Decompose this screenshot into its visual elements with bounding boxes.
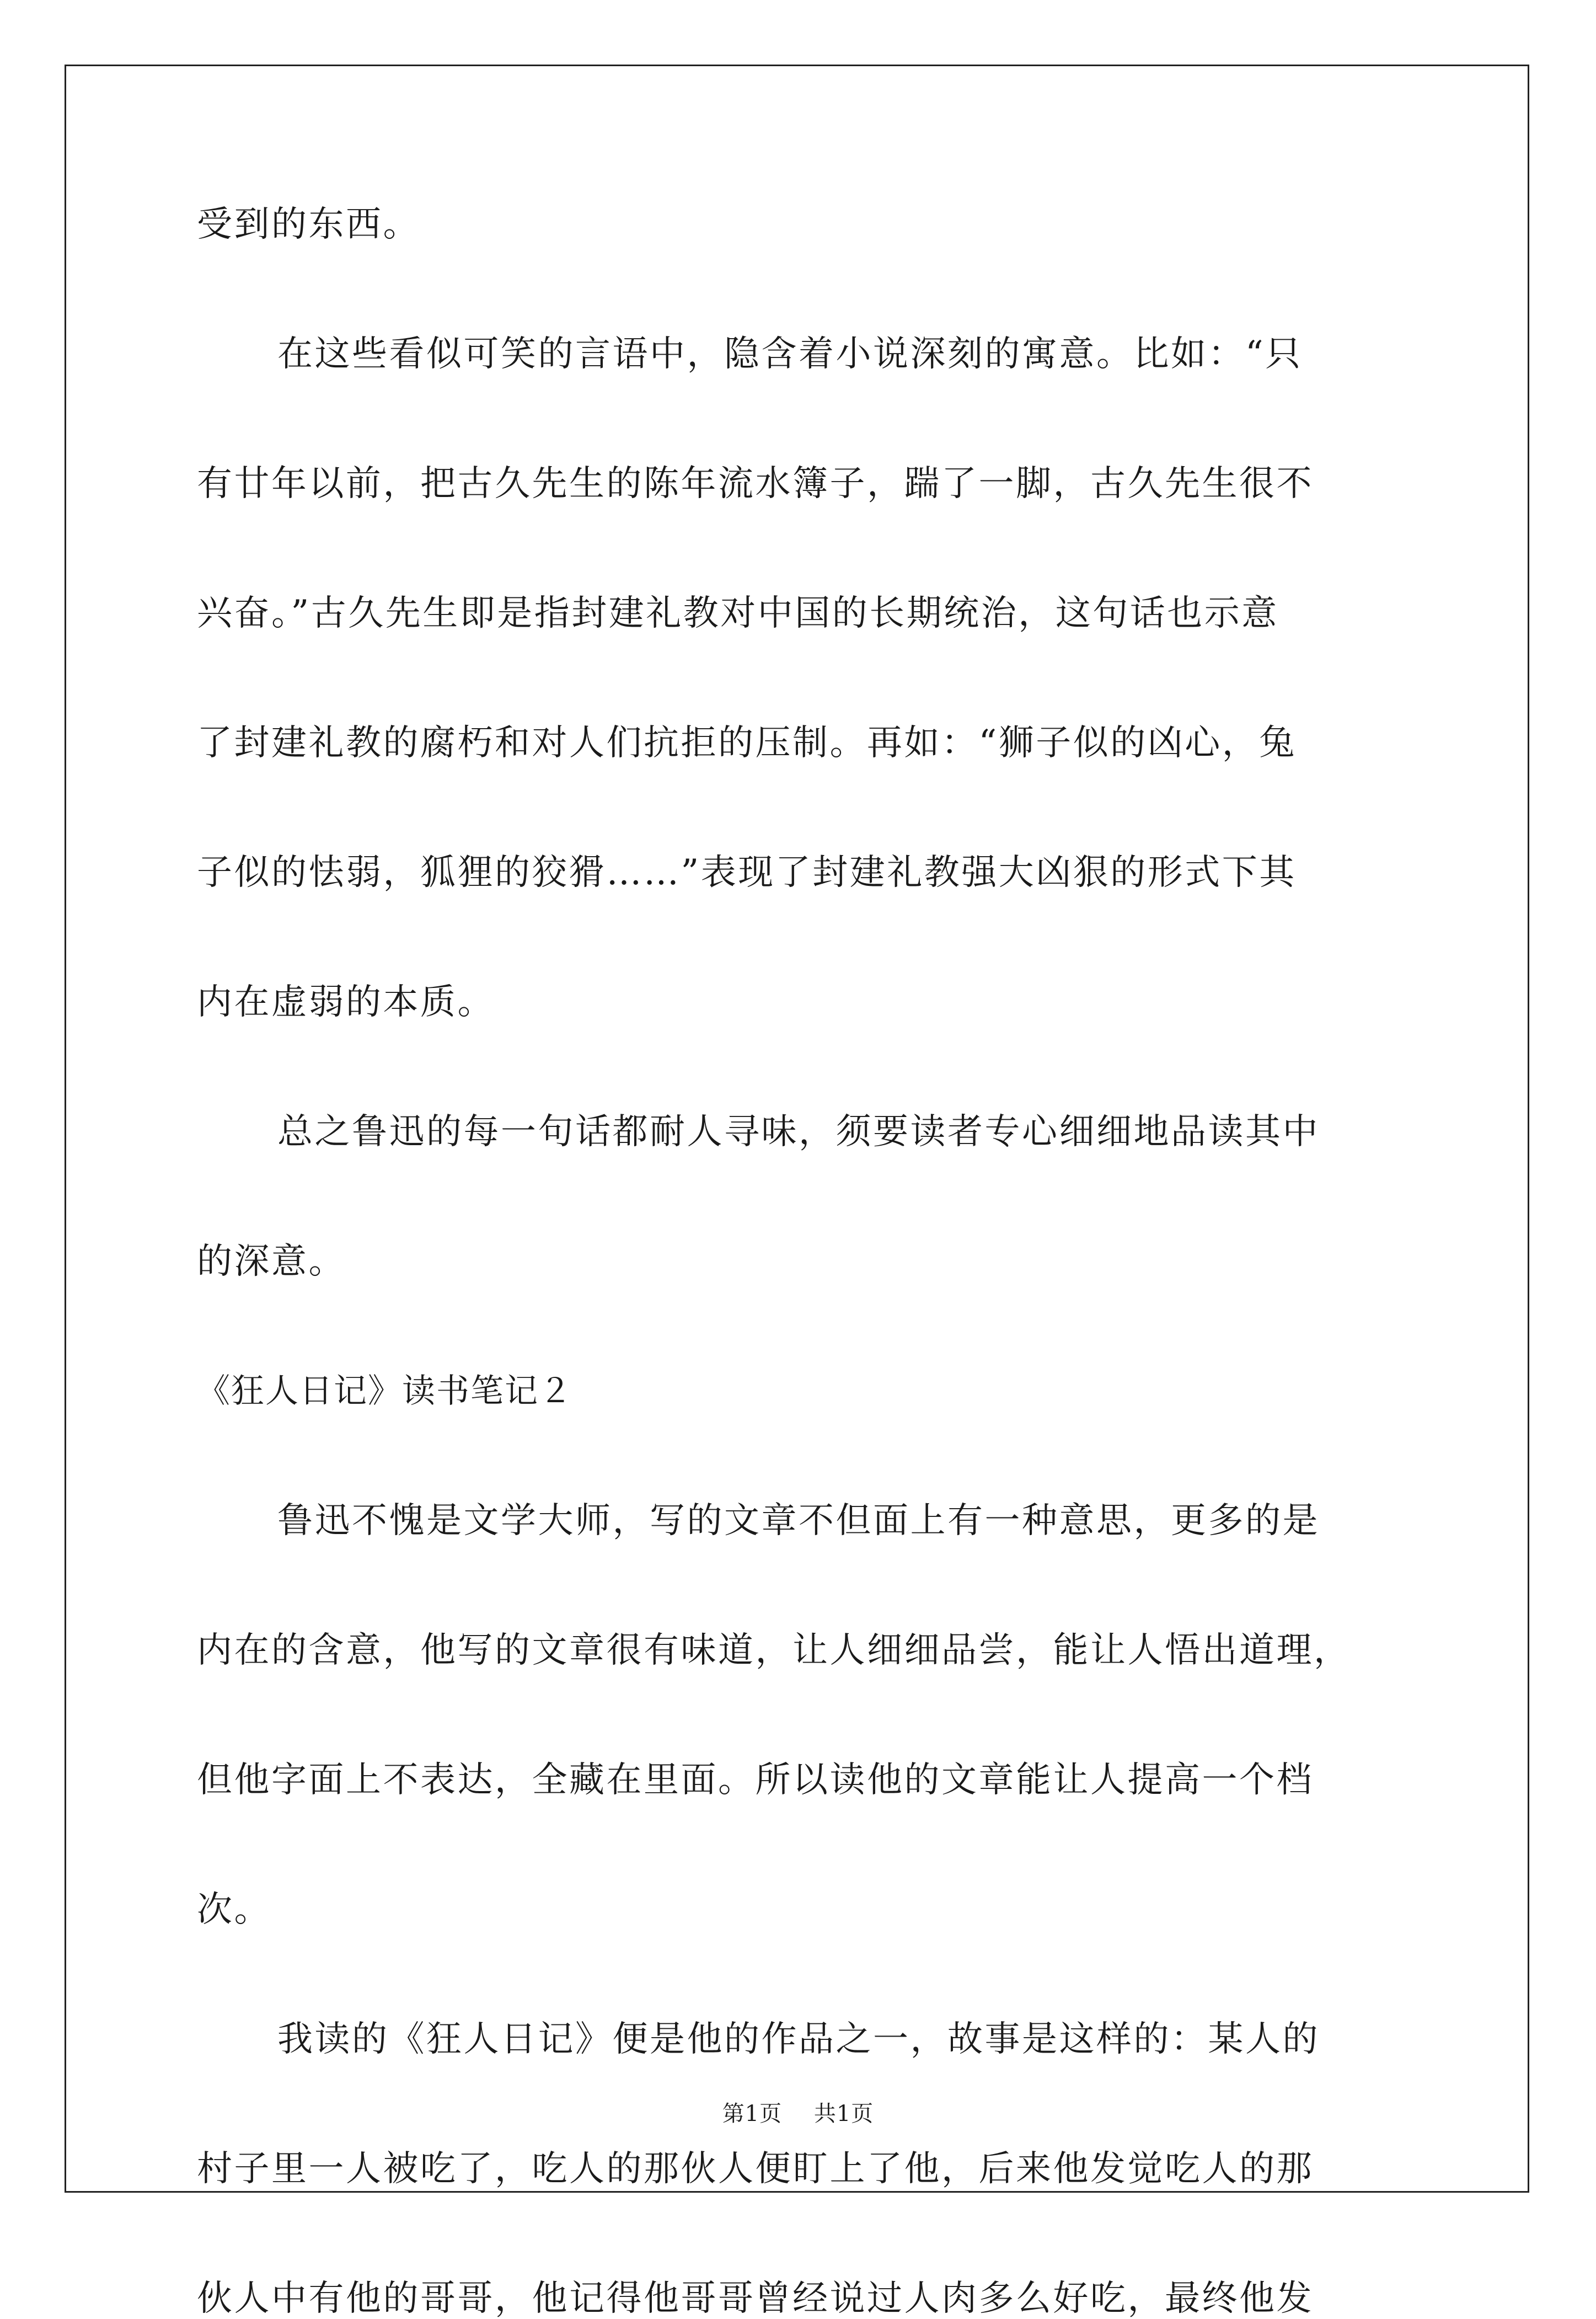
text-line: 有廿年以前，把古久先生的陈年流水簿子，踹了一脚，古久先生很不 <box>197 463 1314 504</box>
section-heading: 《狂人日记》读书笔记２ <box>197 1372 573 1410</box>
text-line: 内在虚弱的本质。 <box>197 982 495 1023</box>
paragraph-start: 在这些看似可笑的言语中，隐含着小说深刻的寓意。比如：“只 <box>277 334 1303 375</box>
text-line: 受到的东西。 <box>197 204 420 245</box>
text-line: 内在的含意，他写的文章很有味道，让人细细品尝，能让人悟出道理， <box>197 1630 1351 1671</box>
page-total: 共1页 <box>813 2101 874 2126</box>
text-line: 兴奋。”古久先生即是指封建礼教对中国的长期统治，这句话也示意 <box>197 593 1279 634</box>
text-line: 次。 <box>197 1889 271 1930</box>
page-number: 第1页 <box>722 2101 783 2126</box>
text-line: 了封建礼教的腐朽和对人们抗拒的压制。再如：“狮子似的凶心，兔 <box>197 723 1297 763</box>
paragraph-start: 总之鲁迅的每一句话都耐人寻味，须要读者专心细细地品读其中 <box>277 1112 1320 1152</box>
paragraph-start: 我读的《狂人日记》便是他的作品之一，故事是这样的：某人的 <box>277 2019 1320 2060</box>
page-footer <box>0 2103 1596 2125</box>
paragraph-start: 鲁迅不愧是文学大师，写的文章不但面上有一种意思，更多的是 <box>277 1500 1320 1541</box>
text-line: 的深意。 <box>197 1241 346 1282</box>
text-line: 子似的怯弱，狐狸的狡猾……”表现了封建礼教强大凶狠的形式下其 <box>197 852 1297 893</box>
text-line: 村子里一人被吃了，吃人的那伙人便盯上了他，后来他发觉吃人的那 <box>197 2149 1314 2189</box>
text-line: 但他字面上不表达，全藏在里面。所以读他的文章能让人提高一个档 <box>197 1760 1314 1800</box>
text-line: 伙人中有他的哥哥，他记得他哥哥曾经说过人肉多么好吃，最终他发 <box>197 2278 1314 2319</box>
